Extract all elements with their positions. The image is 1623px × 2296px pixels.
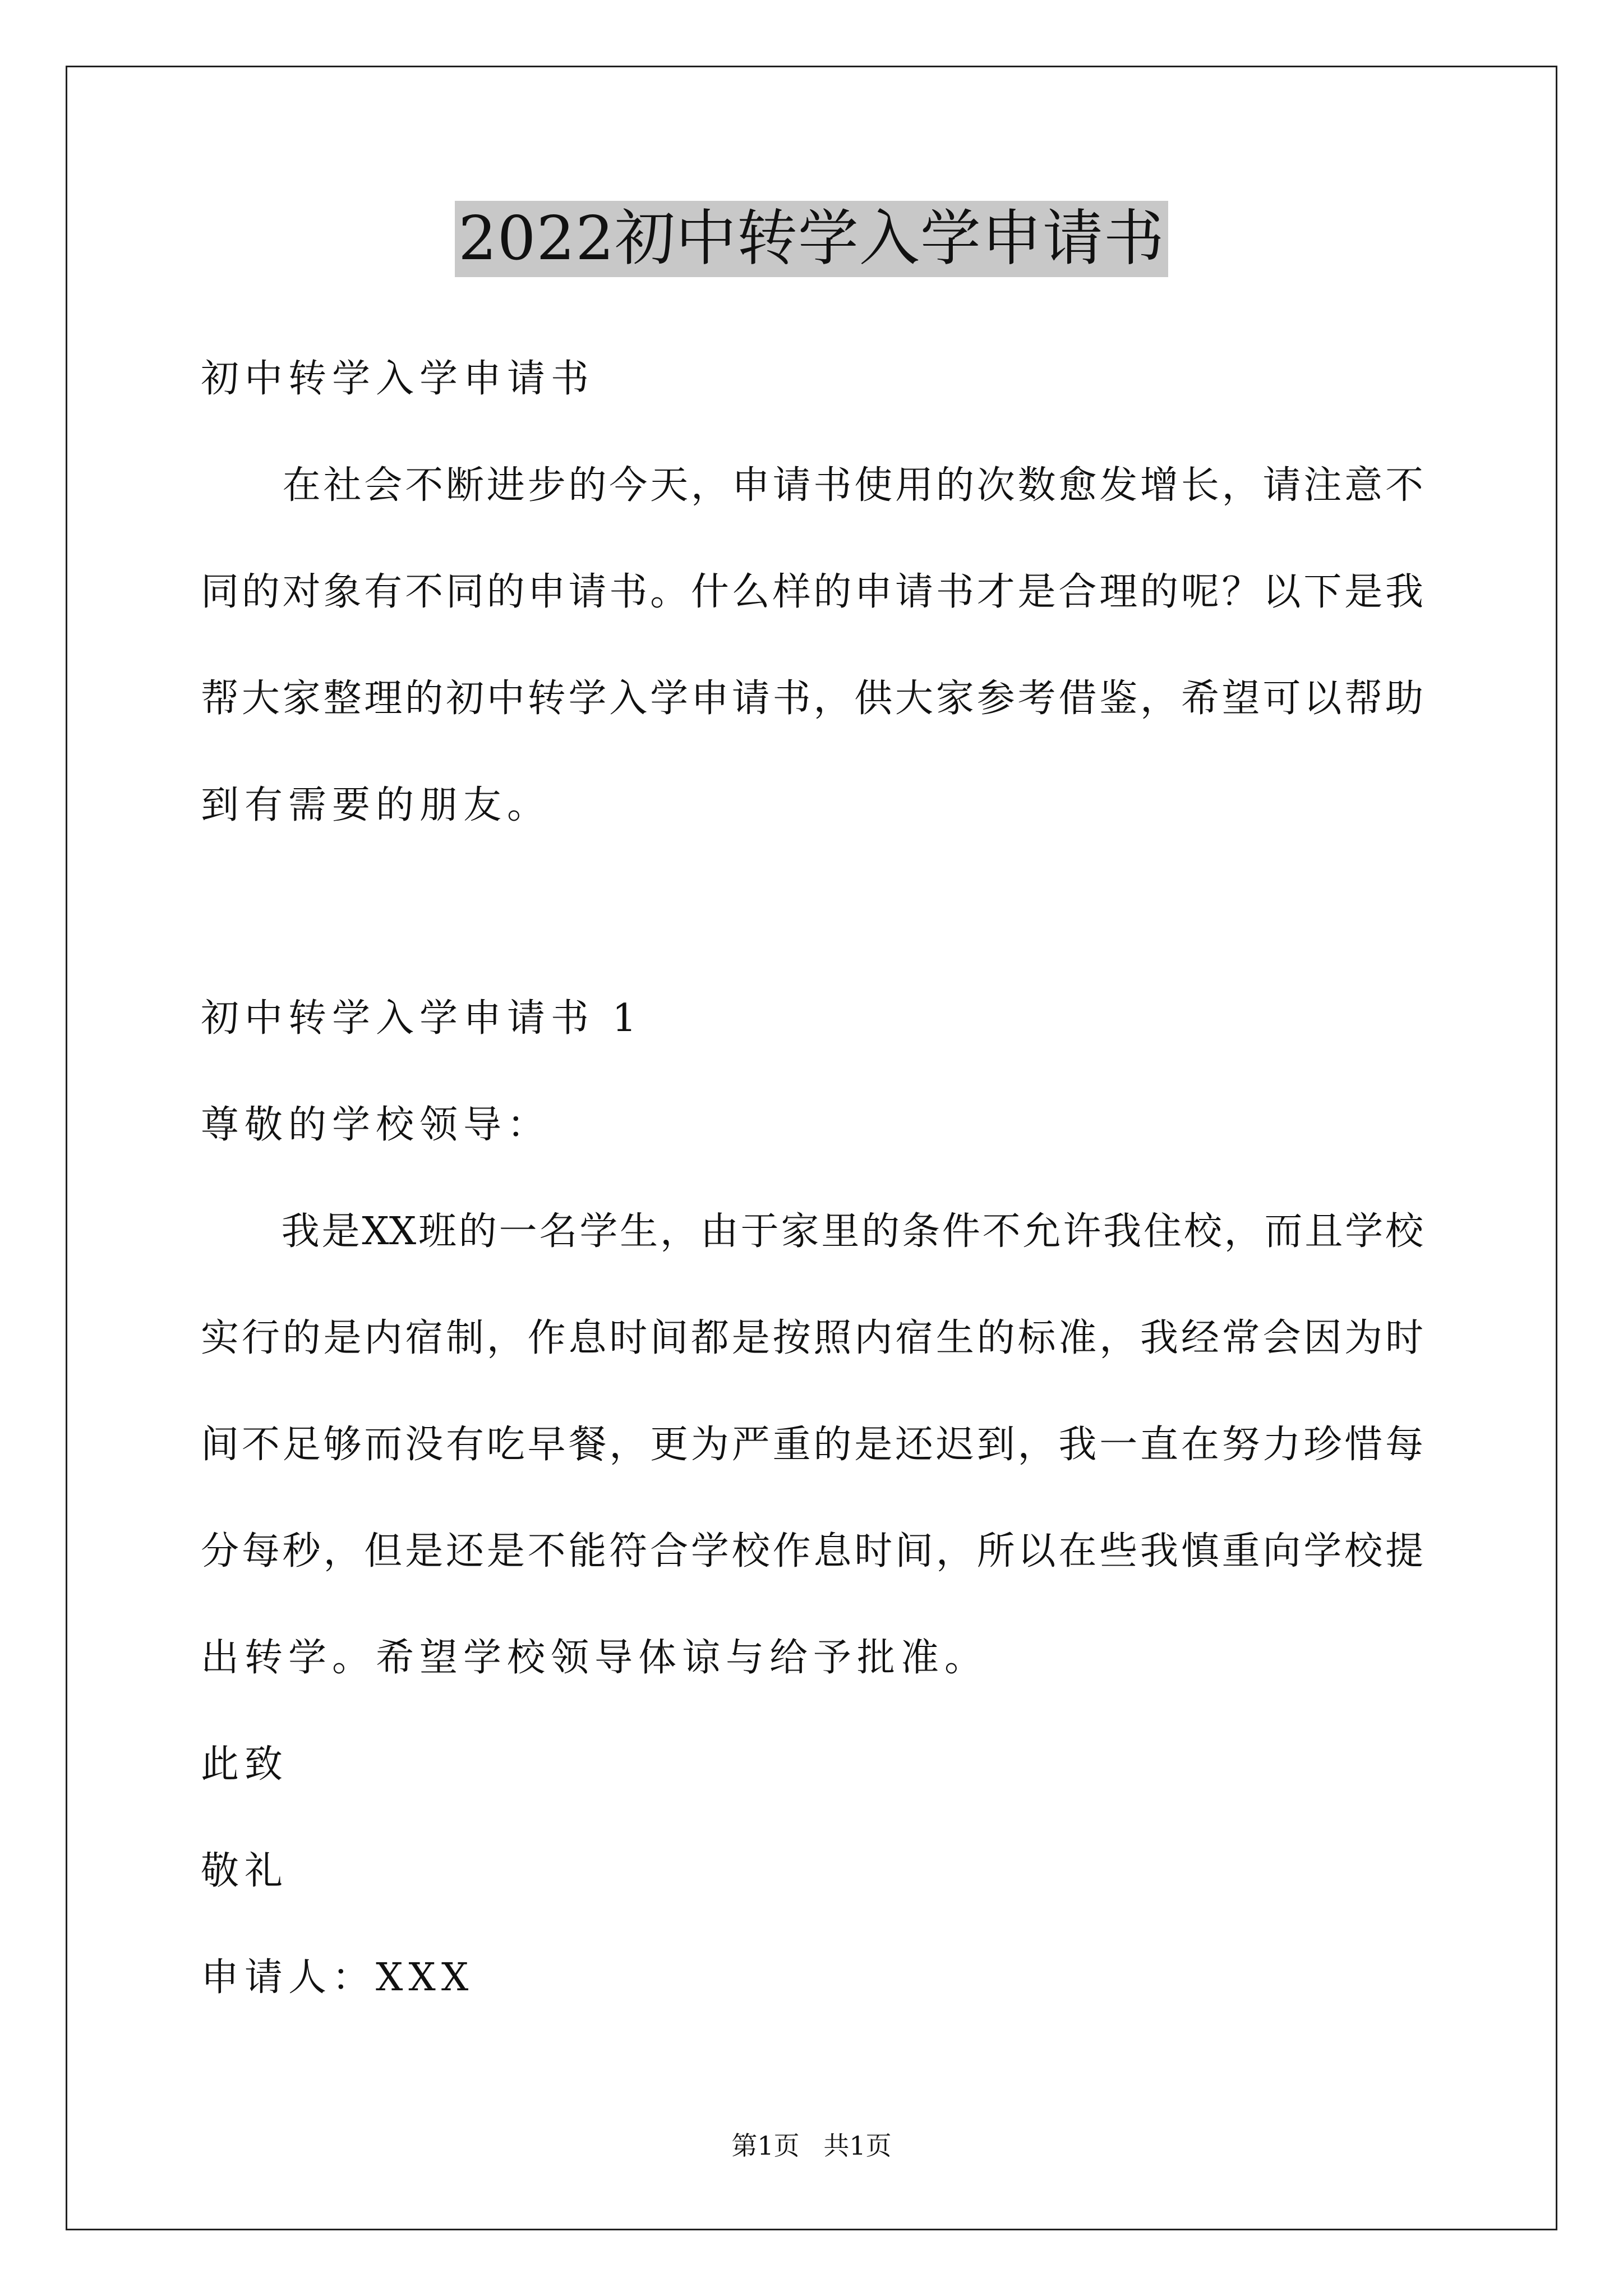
body-line-5: 出转学。希望学校领导体谅与给予批准。 xyxy=(201,1636,989,1680)
closing-jingli: 敬礼 xyxy=(201,1849,289,1893)
intro-line-3: 帮大家整理的初中转学入学申请书，供大家参考借鉴，希望可以帮助 xyxy=(201,677,1423,721)
body-line-1: 我是XX班的一名学生，由于家里的条件不允许我住校，而且学校 xyxy=(201,1209,1423,1254)
salutation: 尊敬的学校领导： xyxy=(201,1103,551,1147)
page-total: 共1页 xyxy=(823,2131,892,2161)
document-title: 2022初中转学入学申请书 xyxy=(455,201,1168,277)
intro-line-4: 到有需要的朋友。 xyxy=(201,783,551,827)
document-heading: 初中转学入学申请书 xyxy=(201,357,595,401)
body-line-2: 实行的是内宿制，作息时间都是按照内宿生的标准，我经常会因为时 xyxy=(201,1316,1423,1360)
page-number: 第1页 xyxy=(731,2131,800,2161)
intro-line-2: 同的对象有不同的申请书。什么样的申请书才是合理的呢？以下是我 xyxy=(201,570,1423,614)
title-container xyxy=(0,201,1623,277)
page-footer xyxy=(0,2129,1623,2162)
body-line-4: 分每秒，但是还是不能符合学校作息时间，所以在些我慎重向学校提 xyxy=(201,1529,1423,1573)
closing-cizhi: 此致 xyxy=(201,1742,289,1787)
intro-line-1: 在社会不断进步的今天，申请书使用的次数愈发增长，请注意不 xyxy=(201,463,1423,508)
signature: 申请人：XXX xyxy=(201,1955,474,2000)
section-title: 初中转学入学申请书 1 xyxy=(201,996,642,1041)
body-line-3: 间不足够而没有吃早餐，更为严重的是还迟到，我一直在努力珍惜每 xyxy=(201,1423,1423,1467)
